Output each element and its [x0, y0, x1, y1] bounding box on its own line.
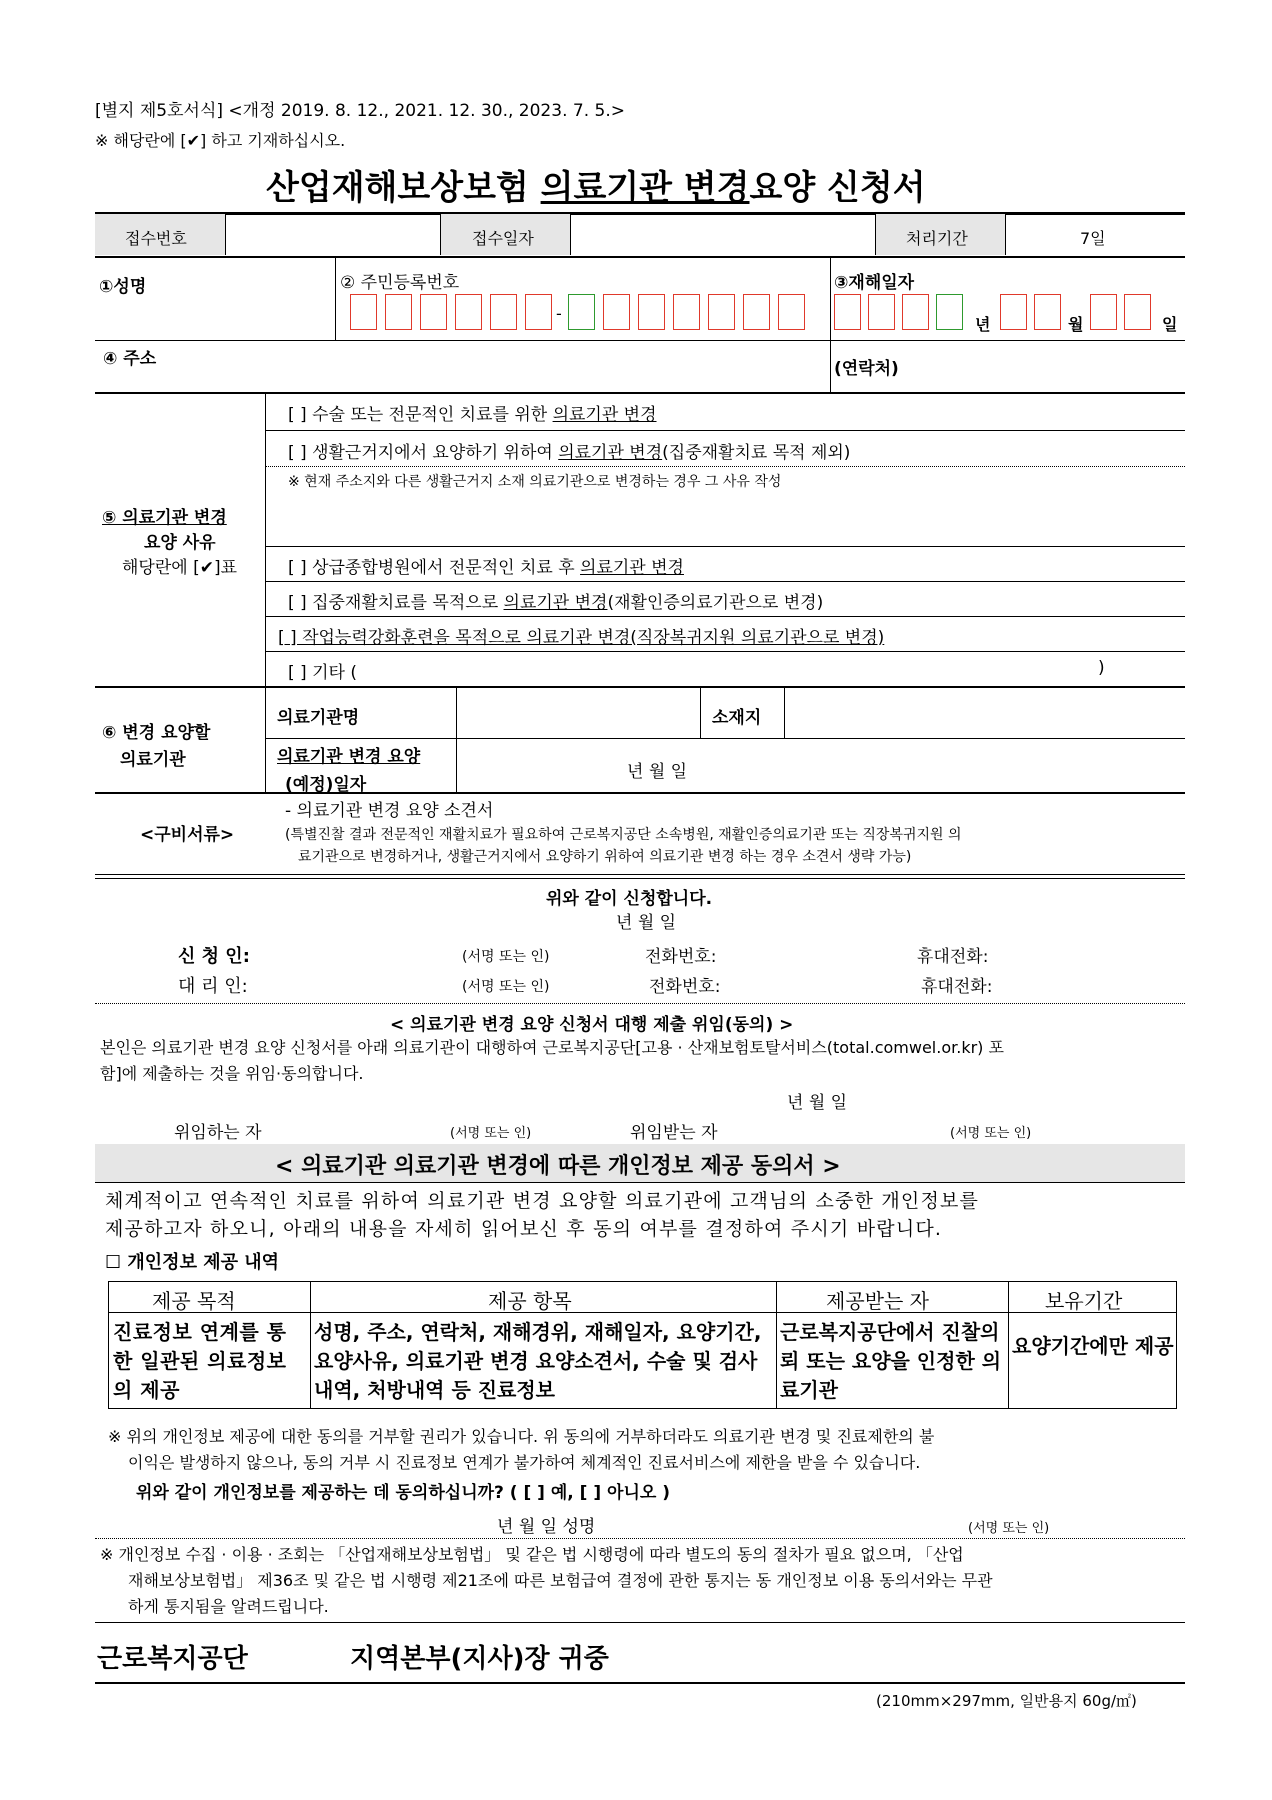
reason-option-residence[interactable]: [ ] 생활근거지에서 요양하기 위하여 의료기관 변경(집중재활치료 목적 제외) [288, 443, 851, 463]
delegatee-sign[interactable]: (서명 또는 인) [950, 1126, 1032, 1141]
reason-option-surgery[interactable]: [ ] 수술 또는 전문적인 치료를 위한 의료기관 변경 [288, 405, 657, 425]
reason-option-rehab[interactable]: [ ] 집중재활치료를 목적으로 의료기관 변경(재활인증의료기관으로 변경) [288, 593, 824, 613]
month-label: 월 [1068, 315, 1084, 334]
table-cell-items: 성명, 주소, 연락처, 재해경위, 재해일자, 요양기간, 요양사유, 의료기관 변경 요양소견서, 수술 및 검사내역, 처방내역 등 진료정보 [314, 1320, 762, 1402]
consent-sign[interactable]: (서명 또는 인) [968, 1521, 1050, 1536]
consent-section-title: ☐ 개인정보 제공 내역 [105, 1252, 280, 1273]
delegation-text-1: 본인은 의료기관 변경 요양 신청서를 아래 의료기관이 대행하여 근로복지공단[고용 · 산재보험토탈서비스(total.comwel.or.kr) 포 [100, 1038, 1004, 1057]
agent-label: 대 리 인: [178, 976, 248, 997]
application-date[interactable]: 년 월 일 [616, 913, 677, 933]
new-institution-label: ⑥ 변경 요양할 [102, 723, 211, 743]
application-statement: 위와 같이 신청합니다. [546, 889, 713, 909]
applicant-sign[interactable]: (서명 또는 인) [462, 949, 550, 965]
rrn-label: ② 주민등록번호 [340, 273, 460, 293]
table-cell-purpose: 진료정보 연계를 통한 일관된 의료정보의 제공 [113, 1320, 287, 1402]
table-header-purpose: 제공 목적 [152, 1289, 236, 1313]
table-header-recipient: 제공받는 자 [826, 1289, 929, 1313]
change-date-value[interactable]: 년 월 일 [627, 762, 688, 782]
address-label: ④ 주소 [103, 349, 157, 369]
agent-sign[interactable]: (서명 또는 인) [462, 979, 550, 995]
form-title: 산업재해보상보험 의료기관 변경요양 신청서 [266, 168, 926, 208]
form-number: [별지 제5호서식] <개정 2019. 8. 12., 2021. 12. 30., 2023. 7. 5.> [95, 101, 625, 121]
consent-question[interactable]: 위와 같이 개인정보를 제공하는 데 동의하십니까? ( [ ] 예, [ ] 아니오 ) [136, 1483, 671, 1503]
name-label: ①성명 [99, 277, 147, 297]
table-header-items: 제공 항목 [488, 1289, 572, 1313]
documents-line-2: (특별진찰 결과 전문적인 재활치료가 필요하여 근로복지공단 소속병원, 재활인증의료기관 또는 직장복귀지원 의 [285, 827, 962, 843]
reason-check-instruction: 해당란에 [✔]표 [122, 558, 238, 578]
documents-line-1: - 의료기관 변경 요양 소견서 [285, 801, 494, 821]
consent-date-name[interactable]: 년 월 일 성명 [497, 1517, 596, 1537]
applicant-phone: 전화번호: [645, 947, 717, 967]
delegatee-label: 위임받는 자 [630, 1123, 718, 1143]
reason-label-2: 요양 사유 [144, 533, 216, 553]
reason-option-work-training[interactable]: [ ] 작업능력강화훈련을 목적으로 의료기관 변경(직장복귀지원 의료기관으로 변경) [278, 628, 885, 648]
paper-spec: (210mm×297mm, 일반용지 60g/㎡) [876, 1692, 1137, 1710]
reason-option-tertiary[interactable]: [ ] 상급종합병원에서 전문적인 치료 후 의료기관 변경 [288, 558, 684, 578]
institution-name-label: 의료기관명 [277, 708, 360, 728]
recipient-office: 지역본부(지사)장 귀중 [350, 1644, 609, 1674]
delegation-text-2: 함]에 제출하는 것을 위임·동의합니다. [100, 1064, 364, 1083]
delegation-title: < 의료기관 변경 요양 신청서 대행 제출 위임(동의) > [390, 1015, 794, 1035]
agency-name: 근로복지공단 [97, 1644, 248, 1674]
consent-title: < 의료기관 의료기관 변경에 따른 개인정보 제공 동의서 > [275, 1154, 841, 1179]
new-institution-label-2: 의료기관 [120, 750, 186, 770]
refusal-notice-1: ※ 위의 개인정보 제공에 대한 동의를 거부할 권리가 있습니다. 위 동의에 거부하더라도 의료기관 변경 및 진료제한의 불 [108, 1427, 935, 1446]
agent-mobile: 휴대전화: [921, 977, 993, 997]
change-date-label: 의료기관 변경 요양 [277, 747, 421, 767]
delegation-date[interactable]: 년 월 일 [787, 1093, 848, 1113]
location-label: 소재지 [712, 708, 762, 728]
delegator-label: 위임하는 자 [174, 1123, 262, 1143]
documents-line-3: 료기관으로 변경하거나, 생활근거지에서 요양하기 위하여 의료기관 변경 하는 경우 소견서 생략 가능) [298, 849, 912, 865]
residence-note: ※ 현재 주소지와 다른 생활근거지 소재 의료기관으로 변경하는 경우 그 사유 작성 [288, 474, 782, 490]
table-cell-recipient: 근로복지공단에서 진찰의뢰 또는 요양을 인정한 의료기관 [780, 1320, 1002, 1402]
documents-label: <구비서류> [140, 825, 235, 845]
receipt-date-label: 접수일자 [472, 229, 534, 248]
change-date-label-2: (예정)일자 [285, 775, 367, 795]
check-instruction: ※ 해당란에 [✔] 하고 기재하십시오. [95, 131, 346, 150]
agent-phone: 전화번호: [649, 977, 721, 997]
legal-notice-3: 하게 통지됨을 알려드립니다. [128, 1597, 329, 1616]
processing-period-label: 처리기간 [906, 229, 968, 248]
table-cell-retention: 요양기간에만 제공 [1012, 1334, 1174, 1358]
day-label: 일 [1162, 315, 1178, 334]
injury-date-label: ③재해일자 [834, 273, 915, 293]
contact-label: (연락처) [834, 359, 899, 379]
legal-notice-1: ※ 개인정보 수집 · 이용 · 조회는 「산업재해보상보험법」 및 같은 법 시행령에 따라 별도의 동의 절차가 필요 없으며, 「산업 [100, 1545, 964, 1564]
form-page: [별지 제5호서식] <개정 2019. 8. 12., 2021. 12. 30., 2023. 7. 5.> ※ 해당란에 [✔] 하고 기재하십시오. 산업재해보상보험 의료기관 변경요양 신청서 접수번호 접수일자 처리기간 7일 ①성명 ② 주민등록번호 ③재해일자 - 년 월 일 ④ 주소 (연락처) ⑤ 의료기관 변경 요양 사유 해당란에 [✔]표 [ ] 수술 또는 전문적인 치료를 위한 의료기관 변경 [ ] 생활근거지에서 요양하기 위하여 의료기관 변경(집중재활치료 목적 제외) ※ 현재 주소지와 다른 생활근거지 소재 의료기관으로 변경하는 경우 그 사유 작성 [ ] 상급종합병원에서 전문적인 치료 후 의료기관 변경 [ ] 집중재활치료를 목적으로 의료기관 변경(재활인증의료기관으로 변경) [ ] 작업능력강화훈련을 목적으로 의료기관 변경(직장복귀지원 의료기관으로 변경) [ ] 기타 ( ) ⑥ 변경 요양할 의료기관 의료기관명 소재지 의료기관 변경 요양 (예정)일자 년 월 일 <구비서류> - 의료기관 변경 요양 소견서 (특별진찰 결과 전문적인 재활치료가 필요하여 근로복지공단 소속병원, 재활인증의료기관 또는 직장복귀지원 의 료기관으로 변경하거나, 생활근거지에서 요양하기 위하여 의료기관 변경 하는 경우 소견서 생략 가능) 위와 같이 신청합니다. 년 월 일 신 청 인: (서명 또는 인) 전화번호: 휴대전화: 대 리 인: (서명 또는 인) 전화번호: 휴대전화: < 의료기관 변경 요양 신청서 대행 제출 위임(동의) > 본인은 의료기관 변경 요양 신청서를 아래 의료기관이 대행하여 근로복지공단[고용 · 산재보험토탈서비스(total.comwel.or.kr) 포 함]에 제출하는 것을 위임·동의합니다. 년 월 일 위임하는 자 (서명 또는 인) 위임받는 자 (서명 또는 인) < 의료기관 의료기관 변경에 따른 개인정보 제공 동의서 > 체계적이고 연속적인 치료를 위하여 의료기관 변경 요양할 의료기관에 고객님의 소중한 개인정보를 제공하고자 하오니, 아래의 내용을 자세히 읽어보신 후 동의 여부를 결정하여 주시기 바랍니다. ☐ 개인정보 제공 내역 제공 목적 제공 항목 제공받는 자 보유기간 진료정보 연계를 통한 일관된 의료정보의 제공 성명, 주소, 연락처, 재해경위, 재해일자, 요양기간, 요양사유, 의료기관 변경 요양소견서, 수술 및 검사내역, 처방내역 등 진료정보 근로복지공단에서 진찰의뢰 또는 요양을 인정한 의료기관 요양기간에만 제공 ※ 위의 개인정보 제공에 대한 동의를 거부할 권리가 있습니다. 위 동의에 거부하더라도 의료기관 변경 및 진료제한의 불 이익은 발생하지 않으나, 동의 거부 시 진료정보 연계가 불가하여 체계적인 진료서비스에 제한을 받을 수 있습니다. 위와 같이 개인정보를 제공하는 데 동의하십니까? ( [ ] 예, [ ] 아니오 ) 년 월 일 성명 (서명 또는 인) ※ 개인정보 수집 · 이용 · 조회는 「산업재해보상보험법」 및 같은 법 시행령에 따라 별도의 동의 절차가 필요 없으며, 「산업 재해보상보험법」 제36조 및 같은 법 시행령 제21조에 따른 보험급여 결정에 관한 통지는 동 개인정보 이용 동의서와는 무관 하게 통지됨을 알려드립니다. 근로복지공단 지역본부(지사)장 귀중 (210mm×297mm, 일반용지 60g/㎡) [0, 0, 1272, 1800]
applicant-mobile: 휴대전화: [917, 947, 989, 967]
reason-option-other[interactable]: [ ] 기타 ( [288, 663, 357, 683]
legal-notice-2: 재해보상보험법」 제36조 및 같은 법 시행령 제21조에 따른 보험급여 결정에 관한 통지는 동 개인정보 이용 동의서와는 무관 [128, 1571, 993, 1590]
year-label: 년 [975, 315, 991, 334]
other-close-paren: ) [1098, 658, 1105, 678]
refusal-notice-2: 이익은 발생하지 않으나, 동의 거부 시 진료정보 연계가 불가하여 체계적인 진료서비스에 제한을 받을 수 있습니다. [128, 1453, 921, 1472]
delegator-sign[interactable]: (서명 또는 인) [450, 1126, 532, 1141]
applicant-label: 신 청 인: [178, 946, 250, 967]
processing-period-value: 7일 [1080, 229, 1106, 248]
receipt-no-label: 접수번호 [125, 229, 187, 248]
consent-intro-1: 체계적이고 연속적인 치료를 위하여 의료기관 변경 요양할 의료기관에 고객님의 소중한 개인정보를 [105, 1190, 980, 1212]
reason-label: ⑤ 의료기관 변경 [102, 508, 227, 528]
consent-intro-2: 제공하고자 하오니, 아래의 내용을 자세히 읽어보신 후 동의 여부를 결정하여 주시기 바랍니다. [105, 1218, 943, 1240]
table-header-retention: 보유기간 [1045, 1289, 1123, 1313]
